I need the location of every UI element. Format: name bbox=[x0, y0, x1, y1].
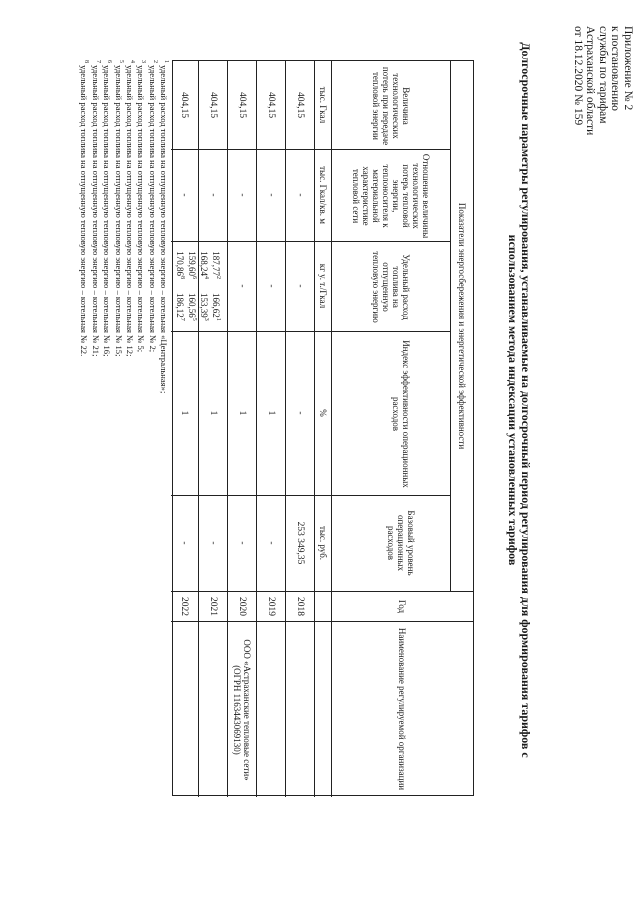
cell-loss-ratio: - bbox=[295, 193, 305, 197]
cell-efficiency-index: 1 bbox=[237, 410, 247, 416]
cell-efficiency-index: 1 bbox=[208, 410, 218, 416]
cell-loss-ratio: - bbox=[208, 193, 218, 197]
cell-year: 2021 bbox=[208, 597, 218, 616]
cell-organization: ООО «Астраханские тепловые сети» (ОГРН 1163443069130) bbox=[232, 639, 253, 781]
fuel-rate-boilers bbox=[171, 241, 227, 331]
appendix-line: от 18.12.2020 № 159 bbox=[572, 26, 584, 126]
cell-year: 2019 bbox=[266, 597, 276, 616]
document-title: Долгосрочные параметры регулирования, устанавливаемые на долгосрочный период регулирования для формирования тарифов с использованием метода индексации установленных тарифов bbox=[506, 42, 533, 758]
footnote: $^3$ удельный расход топлива на отпущенную тепловую энергию – котельная № 5; bbox=[136, 60, 147, 353]
cell-loss-value: 404,15 bbox=[208, 91, 218, 119]
fuel-rate-value: 170,86$^8$ bbox=[175, 251, 185, 279]
cell-loss-value: 404,15 bbox=[237, 91, 247, 119]
header-fuel-rate: Удельный расход топлива на отпущенную тепловую энергию bbox=[371, 251, 412, 323]
header-org-name: Наименование регулируемой организации bbox=[397, 627, 408, 791]
cell-fuel-rate: - bbox=[266, 284, 276, 288]
cell-year: 2018 bbox=[295, 597, 305, 616]
cell-loss-ratio: - bbox=[266, 193, 276, 197]
cell-loss-ratio: - bbox=[237, 193, 247, 197]
fuel-rate-value: 166,62$^1$ bbox=[211, 293, 221, 321]
appendix-line: к постановлению bbox=[609, 26, 622, 111]
fuel-rate-value: 187,77$^2$ bbox=[211, 251, 221, 279]
header-loss-value: Величина технологических потерь при передаче тепловой энергии bbox=[371, 66, 412, 146]
header-base-level: Базовый уровень операционных расходов bbox=[386, 510, 417, 576]
cell-base-level: - bbox=[208, 541, 218, 545]
cell-base-level: 253 349,35 bbox=[295, 521, 305, 565]
cell-fuel-rate: - bbox=[237, 284, 247, 288]
fuel-rate-value: 160,56$^5$ bbox=[187, 293, 197, 321]
cell-base-level: - bbox=[179, 541, 190, 545]
header-loss-ratio: Отношение величины технологических потерь тепловой энергии, теплоносителя к материальной характеристике тепловой сети bbox=[351, 153, 432, 239]
fuel-rate-value: 168,24$^4$ bbox=[199, 251, 209, 279]
cell-loss-value: 404,15 bbox=[295, 91, 305, 119]
fuel-rate-column bbox=[175, 293, 223, 321]
footnote: $^7$ удельный расход топлива на отпущенную тепловую энергию – котельная № 21; bbox=[90, 60, 101, 357]
footnote: $^5$ удельный расход топлива на отпущенную тепловую энергию – котельная № 15; bbox=[113, 60, 124, 357]
unit-fuel-rate: кг у. т./Гкал bbox=[318, 263, 328, 309]
cell-efficiency-index: 1 bbox=[266, 410, 276, 416]
cell-base-level: - bbox=[266, 541, 276, 545]
cell-loss-value: 404,15 bbox=[179, 91, 190, 119]
footnote: $^6$ удельный расход топлива на отпущенную тепловую энергию – котельная № 16; bbox=[102, 60, 113, 357]
cell-efficiency-index: - bbox=[295, 411, 305, 415]
header-efficiency-index: Индекс эффективности операционных расходов bbox=[391, 340, 412, 488]
appendix-block bbox=[572, 26, 635, 135]
cell-fuel-rate: - bbox=[295, 284, 305, 288]
cell-loss-ratio: - bbox=[179, 193, 190, 197]
header-year: Год bbox=[397, 599, 408, 614]
cell-efficiency-index: 1 bbox=[179, 410, 190, 416]
footnote: $^2$ удельный расход топлива на отпущенную тепловую энергию – котельная № 2; bbox=[147, 60, 158, 353]
fuel-rate-value: 153,39$^3$ bbox=[199, 293, 209, 321]
cell-base-level: - bbox=[237, 541, 247, 545]
footnote: $^8$ удельный расход топлива на отпущенную тепловую энергию – котельная № 22. bbox=[79, 60, 90, 357]
unit-loss-value: тыс. Гкал bbox=[318, 86, 328, 124]
unit-loss-ratio: тыс. Гкал/кв. м bbox=[318, 166, 328, 224]
fuel-rate-value: 186,12$^7$ bbox=[175, 293, 185, 321]
cell-year: 2022 bbox=[179, 597, 190, 616]
appendix-line: Приложение № 2 bbox=[622, 26, 634, 111]
appendix-line: службы по тарифам bbox=[597, 26, 609, 124]
energy-group-header: Показатели энергосбережения и энергетической эффективности bbox=[457, 202, 467, 450]
fuel-rate-column bbox=[175, 251, 223, 279]
cell-year: 2020 bbox=[237, 597, 247, 616]
parameters-table bbox=[172, 60, 474, 796]
appendix-line: Астраханской области bbox=[584, 26, 597, 136]
fuel-rate-value: 159,60$^6$ bbox=[187, 251, 197, 279]
unit-base-level: тыс. руб. bbox=[318, 525, 328, 561]
footnote: $^4$ удельный расход топлива на отпущенную тепловую энергию – котельная № 12; bbox=[125, 60, 136, 357]
cell-loss-value: 404,15 bbox=[266, 91, 276, 119]
unit-efficiency-index: % bbox=[318, 409, 328, 417]
footnotes bbox=[79, 60, 170, 800]
footnote: $^1$ удельный расход топлива на отпущенную тепловую энергию – котельная «Центральная»; bbox=[159, 60, 170, 394]
